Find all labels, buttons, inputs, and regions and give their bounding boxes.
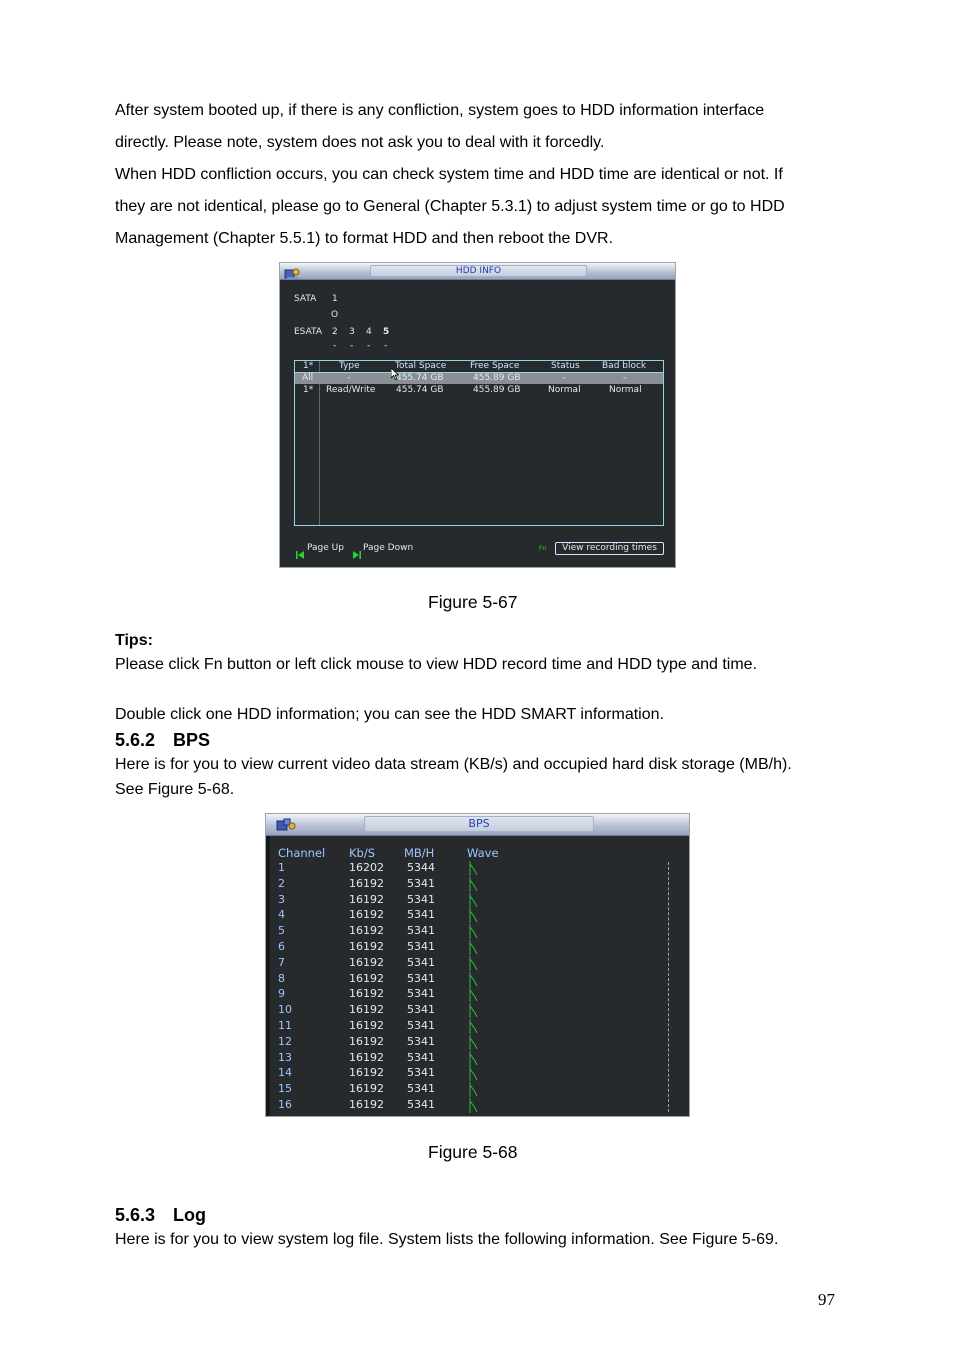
wave-graph [469,861,481,876]
wave-graph [469,893,481,908]
table-row [266,877,666,892]
row-cell: 16192 [349,987,384,1001]
row-cell: 16192 [349,908,384,922]
row-cell: 5341 [407,908,435,922]
row-cell: - [347,373,351,383]
wave-graph [469,940,481,955]
wave-graph [469,1003,481,1018]
section-title: Log [173,1205,206,1225]
app-icon [284,265,300,284]
table-row [266,1082,666,1097]
wave-graph [469,1066,481,1081]
wave-graph [469,1051,481,1066]
row-cell: - [562,373,566,383]
log-desc-line-1: Here is for you to view system log file. System lists the following information. See Figure 5-69. [115,1231,779,1248]
row-cell: 16192 [349,1082,384,1096]
row-cell: Normal [548,385,581,395]
table-row[interactable] [295,373,663,384]
row-cell: 5341 [407,924,435,938]
hdd-info-titlebar [280,263,675,280]
esata-port-5: 5 [383,327,390,337]
row-cell: 16192 [349,1003,384,1017]
row-cell: 11 [278,1019,292,1032]
row-cell: 7 [278,955,285,969]
row-cell: 16192 [349,924,384,938]
row-cell: 5341 [407,940,435,953]
hdd-col-total-space: Total Space [395,361,447,371]
row-cell: 16192 [349,1019,384,1032]
wave-graph [469,1035,481,1050]
page-up-icon [296,544,305,563]
row-cell: 15 [278,1082,292,1096]
tips-line-1: Please click Fn button or left click mouse to view HDD record time and HDD type and time. [115,656,758,673]
bps-screen [265,813,690,1117]
row-cell: 16192 [349,1066,384,1080]
row-cell: 4 [278,908,285,922]
row-cell: 10 [278,1003,292,1017]
table-row [266,1035,666,1050]
tips-label: Tips: [115,632,153,649]
view-recording-times-button[interactable]: View recording times [555,542,664,555]
table-row [266,924,666,939]
row-cell: 12 [278,1034,292,1048]
figure-5-67-caption: Figure 5-67 [428,592,518,612]
bps-wave-right-marker [668,862,669,1112]
row-cell: 16192 [349,940,384,953]
row-cell: 16192 [349,971,384,985]
wave-graph [469,1082,481,1097]
wave-graph [469,1019,481,1034]
table-row[interactable] [295,385,663,396]
tips-line-2: Double click one HDD information; you can see the HDD SMART information. [115,706,664,723]
table-row [266,1019,666,1034]
row-cell: 5341 [407,1050,435,1064]
row-cell: 5341 [407,955,435,969]
table-row [266,1051,666,1066]
intro-line-5: Management (Chapter 5.5.1) to format HDD and then reboot the DVR. [115,230,614,247]
row-cell: 16192 [349,1050,384,1064]
row-cell: 1 [278,861,285,874]
hdd-col-index: 1* [303,361,314,371]
section-number: 5.6.2 [115,730,156,750]
hdd-col-free-space: Free Space [470,361,520,371]
row-cell: 5341 [407,1066,435,1080]
row-cell: All [302,373,314,383]
bps-desc-line-1: Here is for you to view current video data stream (KB/s) and occupied hard disk storage (MB/h). [115,756,792,773]
esata-port-4: 4 [366,327,372,337]
hdd-col-bad-block: Bad block [602,361,647,371]
hdd-col-status: Status [551,361,580,371]
row-cell: 455.74 GB [396,373,444,383]
bps-titlebar [266,814,689,836]
sata-port-1: 1 [332,294,338,304]
hdd-col-type: Type [339,361,360,371]
figure-5-68-caption: Figure 5-68 [428,1142,518,1162]
row-cell: 5341 [407,1082,435,1096]
esata-state-5[interactable]: - [384,341,388,351]
row-cell: 5341 [407,987,435,1001]
wave-graph [469,987,481,1002]
page-down-icon [352,544,361,563]
page-down-label: Page Down [363,543,414,553]
row-cell: 455.89 GB [473,373,521,383]
esata-label: ESATA [294,327,322,337]
row-cell: 16192 [349,892,384,906]
row-cell: Normal [609,385,642,395]
row-cell: 16192 [349,876,384,890]
intro-line-3: When HDD confliction occurs, you can check system time and HDD time are identical or not. If [115,166,783,183]
table-row [266,861,666,876]
sata-label: SATA [294,294,317,304]
row-cell: 13 [278,1050,292,1064]
bps-col-wave: Wave [467,846,499,860]
row-cell: 6 [278,940,285,953]
intro-line-2: directly. Please note, system does not ask you to deal with it forcedly. [115,134,605,151]
row-cell: 5341 [407,1098,435,1111]
esata-state-3[interactable]: - [350,341,354,351]
row-cell: 1* [303,385,314,395]
section-number: 5.6.3 [115,1205,156,1225]
wave-graph [469,972,481,987]
row-cell: 5341 [407,892,435,906]
row-cell: 5344 [407,861,435,874]
bps-desc-line-2: See Figure 5-68. [115,781,235,798]
row-cell: Read/Write [326,385,376,395]
table-row [266,987,666,1002]
wave-graph [469,924,481,939]
row-cell: 5341 [407,1003,435,1017]
table-row [266,940,666,955]
row-cell: 5341 [407,876,435,890]
sata-state-1[interactable]: O [331,310,339,320]
page-up-label: Page Up [307,543,344,553]
row-cell: - [623,373,627,383]
row-cell: 3 [278,892,285,906]
intro-line-4: they are not identical, please go to General (Chapter 5.3.1) to adjust system time or go to HDD [115,198,785,215]
row-cell: 9 [278,987,285,1001]
row-cell: 2 [278,876,285,890]
row-cell: 16192 [349,1034,384,1048]
wave-graph [469,1098,481,1113]
esata-port-3: 3 [349,327,355,337]
table-row [266,893,666,908]
section-title: BPS [173,730,211,750]
row-cell: 16202 [349,861,384,874]
row-cell: 16192 [349,1098,384,1111]
hdd-info-title: HDD INFO [370,265,587,277]
table-row [266,1098,666,1113]
table-row [266,956,666,971]
bps-col-kbs: Kb/S [349,846,376,860]
wave-graph [469,956,481,971]
esata-state-4[interactable]: - [367,341,371,351]
section-5-6-3-heading [115,1205,206,1226]
table-row [266,908,666,923]
row-cell: 5341 [407,971,435,985]
table-row [266,972,666,987]
page-number: 97 [818,1290,835,1309]
table-row [266,1066,666,1081]
bps-title: BPS [364,816,594,832]
row-cell: 5 [278,924,285,938]
fn-key-label: Fn [539,545,547,552]
wave-graph [469,877,481,892]
bps-col-channel: Channel [278,846,326,860]
esata-port-2: 2 [332,327,338,337]
row-cell: 455.89 GB [473,385,521,395]
row-cell: 8 [278,971,285,985]
section-5-6-2-heading [115,730,210,751]
wave-graph [469,908,481,923]
intro-line-1: After system booted up, if there is any confliction, system goes to HDD information interface [115,102,765,119]
row-cell: 14 [278,1066,292,1080]
row-cell: 5341 [407,1019,435,1032]
row-cell: 5341 [407,1034,435,1048]
mouse-cursor-icon [391,365,399,384]
row-cell: 16 [278,1098,292,1111]
app-icon [276,817,296,836]
row-cell: 16192 [349,955,384,969]
hdd-info-screen [279,262,676,568]
esata-state-2[interactable]: - [333,341,337,351]
bps-col-mbh: MB/H [404,846,435,860]
hdd-table [294,360,664,526]
table-row [266,1003,666,1018]
row-cell: 455.74 GB [396,385,444,395]
